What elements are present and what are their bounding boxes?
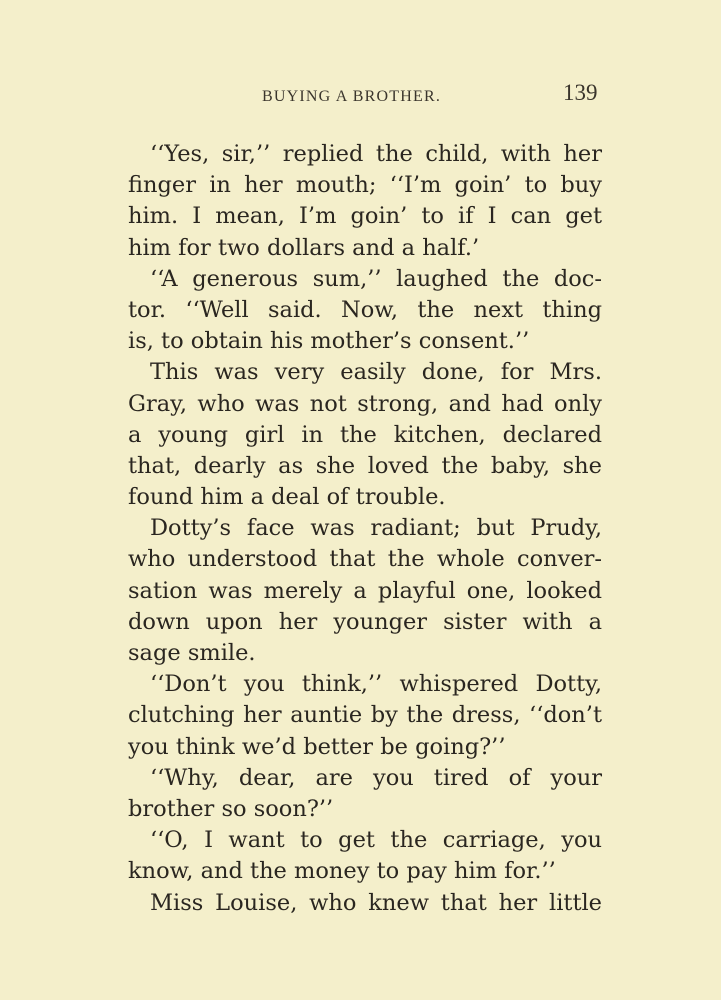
text-line: brother so soon?’’ — [128, 795, 334, 822]
text-line: him. I mean, I’m goin’ to if I can get — [128, 203, 602, 230]
text-line: tor. ‘‘Well said. Now, the next thing — [128, 296, 602, 323]
text-line: a young girl in the kitchen, declared — [128, 421, 602, 448]
text-line: know, and the money to pay him for.’’ — [128, 858, 556, 885]
text-line: you think we’d better be going?’’ — [128, 733, 506, 760]
text-line: ‘‘Don’t you think,’’ whispered Dotty, — [150, 671, 602, 698]
text-line: that, dearly as she loved the baby, she — [128, 452, 602, 479]
text-line: ‘‘Why, dear, are you tired of your — [150, 764, 602, 791]
text-line: ‘‘Yes, sir,’’ replied the child, with her — [150, 141, 602, 167]
text-line: sage smile. — [128, 640, 256, 666]
text-line: This was very easily done, for Mrs. — [150, 359, 602, 386]
text-line: found him a deal of trouble. — [128, 484, 446, 511]
text-line: Dotty’s face was radiant; but Prudy, — [150, 515, 602, 542]
text-line: finger in her mouth; ‘‘I’m goin’ to buy — [128, 172, 602, 199]
running-title: BUYING A BROTHER. — [262, 88, 442, 105]
page-number: 139 — [563, 80, 598, 105]
text-line: him for two dollars and a half.’ — [128, 234, 480, 261]
body-text — [128, 139, 602, 919]
text-line: who understood that the whole conver- — [128, 546, 602, 573]
text-line: Miss Louise, who knew that her little — [150, 889, 602, 916]
text-line: is, to obtain his mother’s consent.’’ — [128, 328, 530, 355]
text-line: ‘‘A generous sum,’’ laughed the doc- — [150, 265, 602, 292]
text-line: sation was merely a playful one, looked — [128, 577, 602, 604]
text-line: ‘‘O, I want to get the carriage, you — [150, 827, 602, 854]
text-line: Gray, who was not strong, and had only — [128, 390, 602, 417]
text-line: down upon her younger sister with a — [128, 608, 602, 635]
text-line: clutching her auntie by the dress, ‘‘don’t — [128, 702, 602, 729]
